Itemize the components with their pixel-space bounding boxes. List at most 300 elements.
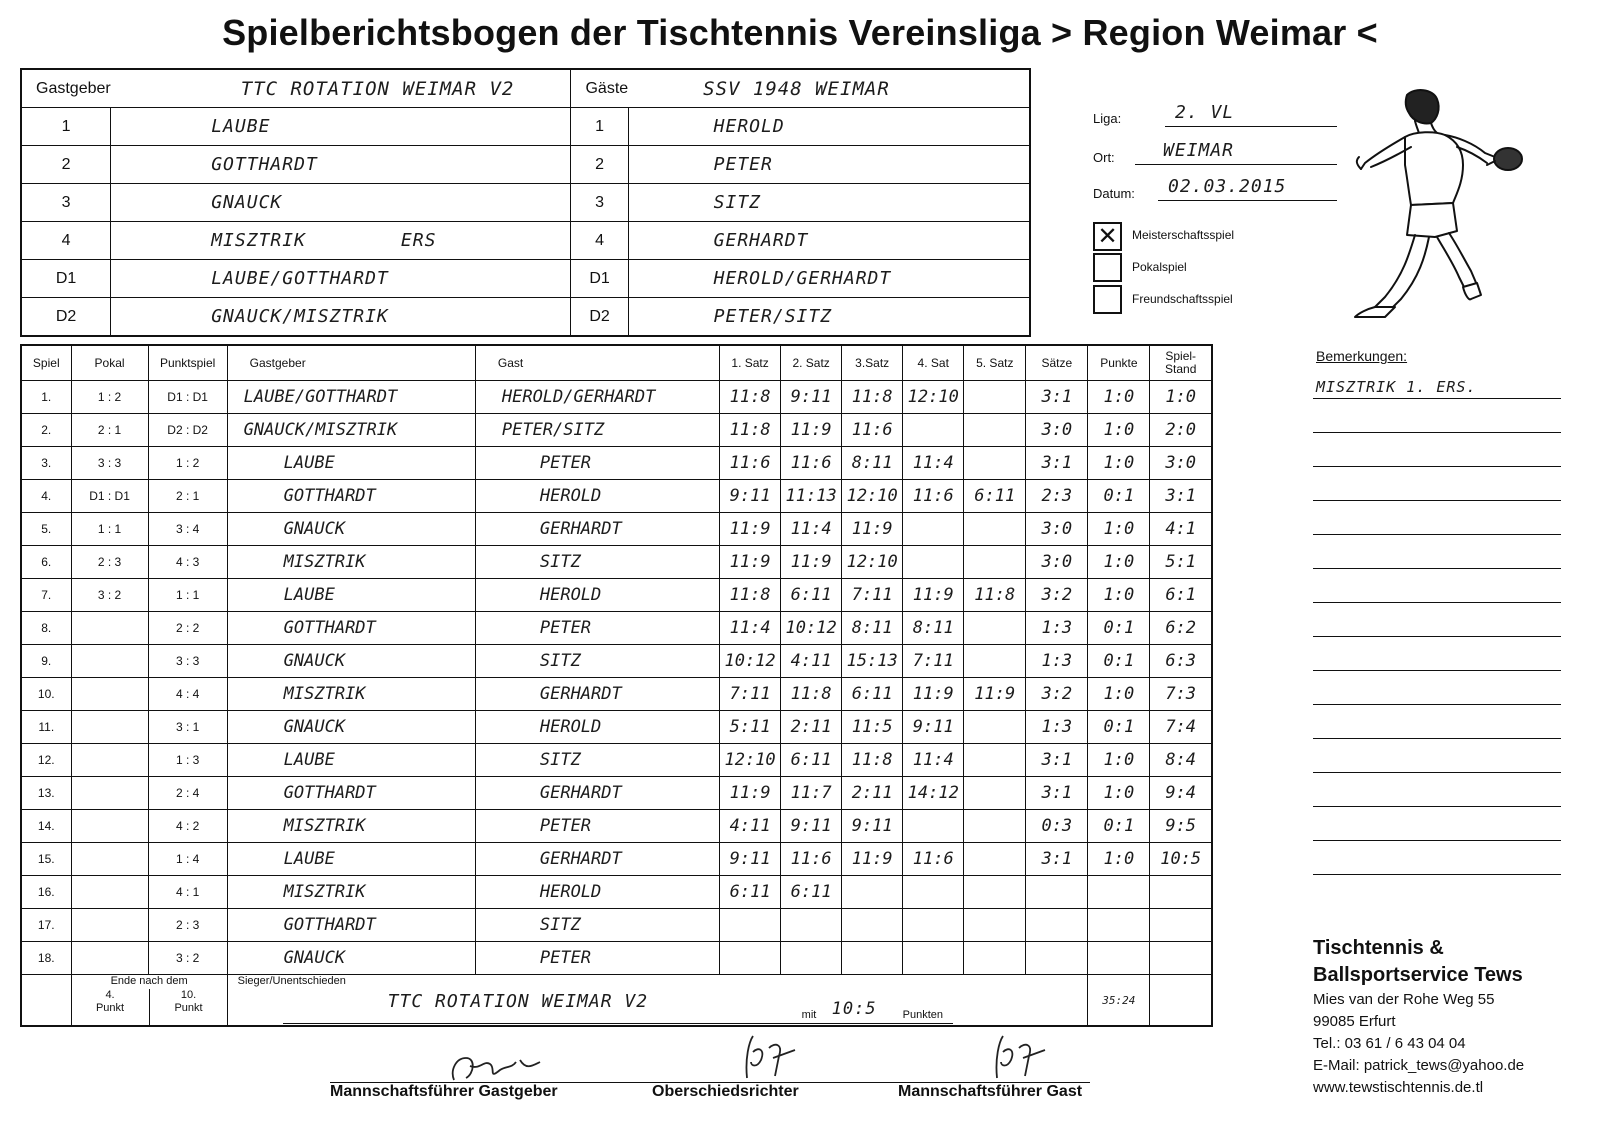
host-player: MISZTRIK <box>227 810 475 843</box>
set-5-score <box>964 810 1026 843</box>
pokal-pairing: 3 : 3 <box>71 447 148 480</box>
set-1-score <box>720 942 781 975</box>
match-standing: 7:4 <box>1150 711 1212 744</box>
host-player: GNAUCK <box>227 711 475 744</box>
host-player: GOTTHARDT <box>227 777 475 810</box>
guest-label: Gäste <box>571 69 628 108</box>
set-1-score: 11:8 <box>720 579 781 612</box>
pokal-pairing <box>71 612 148 645</box>
set-2-score: 2:11 <box>781 711 842 744</box>
pokal-pairing <box>71 909 148 942</box>
punktspiel-pairing: 1 : 3 <box>148 744 227 777</box>
match-number: 1. <box>21 381 71 414</box>
company-phone: Tel.: 03 61 / 6 43 04 04 <box>1313 1035 1466 1052</box>
guest-player: SITZ <box>475 909 719 942</box>
remarks-write-line <box>1313 772 1561 773</box>
sieger-cell <box>227 975 1088 1027</box>
match-standing: 8:4 <box>1150 744 1212 777</box>
label-meisterschaftsspiel: Meisterschaftsspiel <box>1132 228 1235 242</box>
set-2-score <box>781 909 842 942</box>
set-5-score <box>964 612 1026 645</box>
guest-player: HEROLD <box>475 579 719 612</box>
points: 1:0 <box>1088 381 1150 414</box>
col-spielstand: Spiel- Stand <box>1150 345 1212 381</box>
match-row <box>21 843 1212 876</box>
remarks-write-line <box>1313 398 1561 399</box>
guest-player: HEROLD <box>475 480 719 513</box>
set-5-score <box>964 843 1026 876</box>
points: 1:0 <box>1088 843 1150 876</box>
checkbox-pokalspiel[interactable] <box>1093 253 1122 282</box>
match-number: 11. <box>21 711 71 744</box>
set-4-score <box>903 909 964 942</box>
host-player: LAUBE <box>227 843 475 876</box>
guest-captain-label: Mannschaftsführer Gast <box>898 1083 1083 1100</box>
sets-total: 1:3 <box>1026 711 1088 744</box>
host-player-name-text: LAUBE/GOTTHARDT <box>211 268 389 289</box>
set-5-score <box>964 546 1026 579</box>
punktspiel-pairing: 4 : 3 <box>148 546 227 579</box>
points: 0:1 <box>1088 810 1150 843</box>
punktspiel-pairing: 2 : 3 <box>148 909 227 942</box>
sieger-line <box>283 1023 953 1024</box>
set-1-score: 11:9 <box>720 546 781 579</box>
guest-player: GERHARDT <box>475 843 719 876</box>
col-punktspiel: Punktspiel <box>148 345 227 381</box>
remarks-write-line <box>1313 466 1561 467</box>
match-number: 6. <box>21 546 71 579</box>
checkbox-meisterschaftsspiel[interactable] <box>1093 222 1122 251</box>
host-player: GNAUCK <box>227 645 475 678</box>
match-standing <box>1150 909 1212 942</box>
remarks-write-line <box>1313 534 1561 535</box>
match-number: 9. <box>21 645 71 678</box>
set-1-score: 5:11 <box>720 711 781 744</box>
set-5-score <box>964 513 1026 546</box>
match-row <box>21 876 1212 909</box>
pokal-pairing <box>71 810 148 843</box>
team-row <box>21 260 1030 298</box>
guest-player: GERHARDT <box>475 513 719 546</box>
team-row <box>21 222 1030 260</box>
set-4-score: 7:11 <box>903 645 964 678</box>
match-standing: 6:2 <box>1150 612 1212 645</box>
company-website[interactable]: www.tewstischtennis.de.tl <box>1313 1079 1484 1096</box>
match-row <box>21 909 1212 942</box>
sets-total: 3:0 <box>1026 414 1088 447</box>
host-player: LAUBE <box>227 744 475 777</box>
match-standing: 4:1 <box>1150 513 1212 546</box>
total-sets: 35:24 <box>1088 975 1150 1027</box>
match-standing: 3:1 <box>1150 480 1212 513</box>
ort-label: Ort: <box>1093 150 1115 165</box>
guest-player: PETER <box>475 447 719 480</box>
match-standing: 6:1 <box>1150 579 1212 612</box>
punktspiel-pairing: 2 : 1 <box>148 480 227 513</box>
set-2-score: 11:7 <box>781 777 842 810</box>
set-4-score <box>903 513 964 546</box>
set-4-score: 11:4 <box>903 744 964 777</box>
set-5-score <box>964 414 1026 447</box>
col-satz4: 4. Sat <box>903 345 964 381</box>
guest-player: PETER <box>475 612 719 645</box>
team-row <box>21 298 1030 337</box>
set-1-score: 9:11 <box>720 480 781 513</box>
set-2-score: 11:13 <box>781 480 842 513</box>
set-2-score: 11:9 <box>781 546 842 579</box>
match-number: 5. <box>21 513 71 546</box>
col-gast: Gast <box>475 345 719 381</box>
team-row <box>21 146 1030 184</box>
col-satz3: 3.Satz <box>842 345 903 381</box>
remarks-write-line <box>1313 738 1561 739</box>
host-player: GNAUCK/MISZTRIK <box>227 414 475 447</box>
match-number: 8. <box>21 612 71 645</box>
set-3-score: 7:11 <box>842 579 903 612</box>
punkt-4-label: 4. Punkt <box>72 989 150 1026</box>
company-email[interactable]: E-Mail: patrick_tews@yahoo.de <box>1313 1057 1525 1074</box>
pokal-pairing: 2 : 1 <box>71 414 148 447</box>
checkbox-freundschaftsspiel[interactable] <box>1093 285 1122 314</box>
set-4-score <box>903 810 964 843</box>
match-number: 4. <box>21 480 71 513</box>
sets-total: 3:0 <box>1026 546 1088 579</box>
set-4-score: 11:6 <box>903 843 964 876</box>
host-player-name <box>111 108 571 146</box>
results-table <box>20 344 1213 1027</box>
set-5-score <box>964 381 1026 414</box>
set-1-score: 7:11 <box>720 678 781 711</box>
col-pokal: Pokal <box>71 345 148 381</box>
host-player-number: 3 <box>21 184 111 222</box>
points: 0:1 <box>1088 645 1150 678</box>
set-5-score <box>964 744 1026 777</box>
set-4-score: 11:9 <box>903 579 964 612</box>
page-title: Spielberichtsbogen der Tischtennis Vereinsliga > Region Weimar < <box>222 12 1378 53</box>
footer-blank <box>1150 975 1212 1027</box>
host-player: GOTTHARDT <box>227 909 475 942</box>
set-3-score: 8:11 <box>842 447 903 480</box>
sets-total: 2:3 <box>1026 480 1088 513</box>
remarks-write-line <box>1313 636 1561 637</box>
set-1-score: 4:11 <box>720 810 781 843</box>
host-player: LAUBE <box>227 579 475 612</box>
remarks-write-line <box>1313 500 1561 501</box>
set-5-score <box>964 447 1026 480</box>
punkten-label: Punkten <box>902 1009 944 1021</box>
set-1-score: 11:9 <box>720 777 781 810</box>
match-number: 13. <box>21 777 71 810</box>
punktspiel-pairing: 1 : 4 <box>148 843 227 876</box>
punktspiel-pairing: 3 : 2 <box>148 942 227 975</box>
points: 0:1 <box>1088 480 1150 513</box>
referee-label: Oberschiedsrichter <box>652 1083 799 1100</box>
match-number: 2. <box>21 414 71 447</box>
guest-player-number: 2 <box>571 146 628 184</box>
points <box>1088 942 1150 975</box>
match-standing: 9:4 <box>1150 777 1212 810</box>
host-player: LAUBE <box>227 447 475 480</box>
pokal-pairing: 1 : 2 <box>71 381 148 414</box>
set-3-score <box>842 942 903 975</box>
set-5-score <box>964 645 1026 678</box>
sets-total: 3:1 <box>1026 843 1088 876</box>
footer-spacer <box>21 975 71 1027</box>
sieger-label: Sieger/Unentschieden <box>237 975 346 987</box>
host-captain-label: Mannschaftsführer Gastgeber <box>330 1083 558 1100</box>
set-3-score: 12:10 <box>842 546 903 579</box>
host-player: GNAUCK <box>227 513 475 546</box>
remarks-write-line <box>1313 840 1561 841</box>
set-4-score: 9:11 <box>903 711 964 744</box>
set-2-score: 9:11 <box>781 381 842 414</box>
pokal-pairing <box>71 876 148 909</box>
set-2-score: 10:12 <box>781 612 842 645</box>
punktspiel-pairing: 2 : 2 <box>148 612 227 645</box>
match-number: 7. <box>21 579 71 612</box>
team-row <box>21 108 1030 146</box>
match-row <box>21 777 1212 810</box>
host-player-name-text: MISZTRIK <box>211 230 306 251</box>
match-row <box>21 810 1212 843</box>
set-4-score: 11:4 <box>903 447 964 480</box>
set-1-score: 9:11 <box>720 843 781 876</box>
pokal-pairing <box>71 645 148 678</box>
sets-total: 3:1 <box>1026 381 1088 414</box>
host-player-name <box>111 222 571 260</box>
points: 1:0 <box>1088 678 1150 711</box>
points: 0:1 <box>1088 612 1150 645</box>
set-1-score <box>720 909 781 942</box>
set-4-score: 11:6 <box>903 480 964 513</box>
mit-label: mit <box>801 1009 817 1021</box>
guest-captain-signature-icon <box>985 1028 1065 1088</box>
points: 1:0 <box>1088 414 1150 447</box>
guest-player-number: D1 <box>571 260 628 298</box>
guest-player: HEROLD <box>475 711 719 744</box>
guest-team-name: SSV 1948 WEIMAR <box>628 69 1030 108</box>
mit-value: 10:5 <box>831 999 877 1019</box>
set-1-score: 10:12 <box>720 645 781 678</box>
company-name-2: Ballsportservice Tews <box>1313 964 1523 986</box>
set-3-score: 11:9 <box>842 843 903 876</box>
match-row <box>21 942 1212 975</box>
set-5-score <box>964 777 1026 810</box>
pokal-pairing <box>71 843 148 876</box>
match-row <box>21 546 1212 579</box>
set-2-score: 6:11 <box>781 744 842 777</box>
company-block <box>1313 935 1524 1099</box>
match-standing: 9:5 <box>1150 810 1212 843</box>
match-row <box>21 678 1212 711</box>
guest-player: SITZ <box>475 744 719 777</box>
host-player-number: 1 <box>21 108 111 146</box>
match-number: 15. <box>21 843 71 876</box>
host-player: MISZTRIK <box>227 546 475 579</box>
match-row <box>21 381 1212 414</box>
set-2-score: 11:6 <box>781 843 842 876</box>
col-satz2: 2. Satz <box>781 345 842 381</box>
set-3-score: 6:11 <box>842 678 903 711</box>
host-player-name <box>111 298 571 337</box>
set-4-score: 8:11 <box>903 612 964 645</box>
guest-player-name: PETER/SITZ <box>628 298 1030 337</box>
match-number: 16. <box>21 876 71 909</box>
match-standing <box>1150 942 1212 975</box>
referee-signature-icon <box>735 1028 815 1088</box>
sets-total: 1:3 <box>1026 645 1088 678</box>
host-label: Gastgeber <box>21 69 111 108</box>
host-player: LAUBE/GOTTHARDT <box>227 381 475 414</box>
sets-total: 0:3 <box>1026 810 1088 843</box>
set-2-score <box>781 942 842 975</box>
host-player-name-text: GNAUCK <box>211 192 283 213</box>
match-row <box>21 612 1212 645</box>
guest-player: SITZ <box>475 546 719 579</box>
punktspiel-pairing: 1 : 2 <box>148 447 227 480</box>
set-1-score: 6:11 <box>720 876 781 909</box>
sets-total <box>1026 909 1088 942</box>
guest-player-number: 4 <box>571 222 628 260</box>
set-4-score <box>903 414 964 447</box>
pokal-pairing <box>71 678 148 711</box>
host-team-name: TTC ROTATION WEIMAR V2 <box>111 69 571 108</box>
team-header-row <box>21 69 1030 108</box>
match-standing <box>1150 876 1212 909</box>
host-player-number: 4 <box>21 222 111 260</box>
ort-value: WEIMAR <box>1163 140 1235 161</box>
guest-player-number: D2 <box>571 298 628 337</box>
company-street: Mies van der Rohe Weg 55 <box>1313 991 1495 1008</box>
guest-player-name: PETER <box>628 146 1030 184</box>
ende-label: Ende nach dem <box>110 975 188 987</box>
set-4-score <box>903 546 964 579</box>
sets-total: 1:3 <box>1026 612 1088 645</box>
host-player: GOTTHARDT <box>227 480 475 513</box>
match-number: 10. <box>21 678 71 711</box>
points: 0:1 <box>1088 711 1150 744</box>
match-number: 14. <box>21 810 71 843</box>
pokal-pairing: 1 : 1 <box>71 513 148 546</box>
set-3-score: 11:6 <box>842 414 903 447</box>
punktspiel-pairing: 3 : 3 <box>148 645 227 678</box>
pokal-pairing <box>71 777 148 810</box>
punktspiel-pairing: 1 : 1 <box>148 579 227 612</box>
col-spiel: Spiel <box>21 345 71 381</box>
punktspiel-pairing: D2 : D2 <box>148 414 227 447</box>
remarks-write-line <box>1313 432 1561 433</box>
results-header-row <box>21 345 1212 381</box>
pokal-pairing: 3 : 2 <box>71 579 148 612</box>
host-player: MISZTRIK <box>227 876 475 909</box>
guest-player: SITZ <box>475 645 719 678</box>
label-freundschaftsspiel: Freundschaftsspiel <box>1132 292 1233 306</box>
pokal-pairing: 2 : 3 <box>71 546 148 579</box>
liga-line <box>1165 100 1337 127</box>
checkbox-mark: ✕ <box>1097 223 1118 250</box>
points <box>1088 909 1150 942</box>
sieger-value: TTC ROTATION WEIMAR V2 <box>387 991 649 1012</box>
set-3-score: 8:11 <box>842 612 903 645</box>
set-4-score: 12:10 <box>903 381 964 414</box>
set-3-score <box>842 876 903 909</box>
remarks-write-line <box>1313 670 1561 671</box>
host-player-name <box>111 146 571 184</box>
guest-player-name: HEROLD/GERHARDT <box>628 260 1030 298</box>
pokal-pairing <box>71 711 148 744</box>
points: 1:0 <box>1088 546 1150 579</box>
sets-total: 3:2 <box>1026 579 1088 612</box>
set-2-score: 11:4 <box>781 513 842 546</box>
pokal-pairing <box>71 942 148 975</box>
punktspiel-pairing: 4 : 2 <box>148 810 227 843</box>
guest-player: PETER <box>475 810 719 843</box>
team-lineup-table <box>20 68 1031 337</box>
punktspiel-pairing: 3 : 4 <box>148 513 227 546</box>
results-footer-row <box>21 975 1212 1027</box>
match-standing: 3:0 <box>1150 447 1212 480</box>
punktspiel-pairing: 4 : 1 <box>148 876 227 909</box>
remarks-write-line <box>1313 806 1561 807</box>
set-2-score: 6:11 <box>781 579 842 612</box>
set-5-score <box>964 711 1026 744</box>
set-1-score: 11:6 <box>720 447 781 480</box>
host-player-number: D1 <box>21 260 111 298</box>
guest-player: PETER <box>475 942 719 975</box>
set-1-score: 12:10 <box>720 744 781 777</box>
remarks-write-line <box>1313 568 1561 569</box>
datum-value: 02.03.2015 <box>1168 176 1287 197</box>
guest-player-name: HEROLD <box>628 108 1030 146</box>
sets-total <box>1026 876 1088 909</box>
set-4-score: 14:12 <box>903 777 964 810</box>
set-5-score <box>964 942 1026 975</box>
set-2-score: 9:11 <box>781 810 842 843</box>
guest-player-name: SITZ <box>628 184 1030 222</box>
liga-label: Liga: <box>1093 111 1122 126</box>
match-standing: 6:3 <box>1150 645 1212 678</box>
sets-total: 3:1 <box>1026 777 1088 810</box>
guest-player: PETER/SITZ <box>475 414 719 447</box>
punktspiel-pairing: 3 : 1 <box>148 711 227 744</box>
host-player-note: ERS <box>400 230 437 251</box>
ende-nach-dem-cell <box>71 975 227 1027</box>
sets-total <box>1026 942 1088 975</box>
host-player-name-text: GNAUCK/MISZTRIK <box>211 306 389 327</box>
col-satz1: 1. Satz <box>720 345 781 381</box>
match-number: 18. <box>21 942 71 975</box>
set-4-score <box>903 876 964 909</box>
set-1-score: 11:4 <box>720 612 781 645</box>
set-5-score <box>964 909 1026 942</box>
set-2-score: 11:6 <box>781 447 842 480</box>
points: 1:0 <box>1088 777 1150 810</box>
team-row <box>21 184 1030 222</box>
match-row <box>21 480 1212 513</box>
match-row <box>21 414 1212 447</box>
guest-player: HEROLD/GERHARDT <box>475 381 719 414</box>
host-player: MISZTRIK <box>227 678 475 711</box>
datum-label: Datum: <box>1093 186 1135 201</box>
match-standing: 1:0 <box>1150 381 1212 414</box>
set-3-score: 11:5 <box>842 711 903 744</box>
punktspiel-pairing: 4 : 4 <box>148 678 227 711</box>
set-3-score: 12:10 <box>842 480 903 513</box>
match-row <box>21 447 1212 480</box>
sets-total: 3:1 <box>1026 744 1088 777</box>
match-number: 12. <box>21 744 71 777</box>
guest-player: GERHARDT <box>475 777 719 810</box>
